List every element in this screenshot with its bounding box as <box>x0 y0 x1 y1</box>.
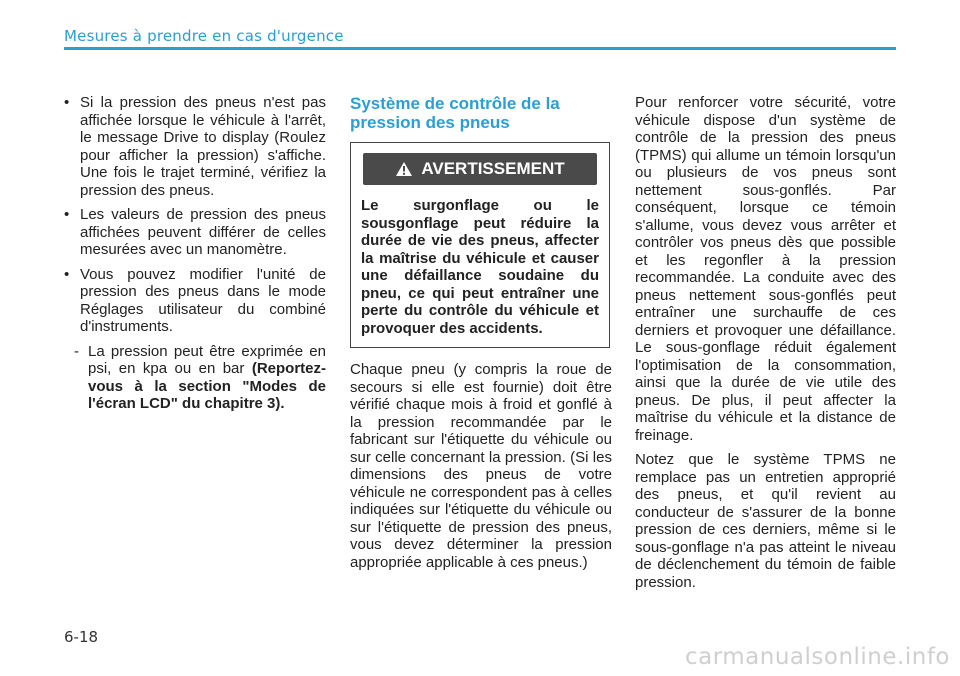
page-number: 6-18 <box>64 628 99 646</box>
warning-triangle-icon <box>395 161 413 177</box>
bullet-item <box>64 94 326 199</box>
body-paragraph: Notez que le système TPMS ne remplace pas un entretien approprié des pneus, et qu'il revient au conducteur de s'assurer de la bonne pression de ces derniers, même si le sous-gonflage n'a pas atteint le niveau de déclenchement du témoin de faible pression. <box>635 451 896 591</box>
section-title: Système de contrôle de la pression des pneus <box>350 94 560 132</box>
bullet-item <box>64 266 326 336</box>
sub-item-symbol: - <box>74 342 79 360</box>
warning-text: Le surgonflage ou le sousgonflage peut réduire la durée de vie des pneus, affecter la maîtrise du véhicule et causer une défaillance soudaine du pneu, ce qui peut entraîner une perte du contrôle du véhicule et provoquer des accidents. <box>361 197 599 337</box>
header-rule <box>64 47 896 50</box>
bullet-item <box>64 206 326 259</box>
column-3 <box>635 94 896 598</box>
column-2 <box>350 94 612 578</box>
column-1 <box>64 94 326 420</box>
warning-header <box>363 153 597 185</box>
warning-label: AVERTISSEMENT <box>421 159 565 179</box>
bullet-symbol: • <box>64 265 70 283</box>
sub-item-text: La pression peut être exprimée en psi, en kpa ou en bar <box>88 342 326 377</box>
body-paragraph: Chaque pneu (y compris la roue de secours si elle est fournie) doit être vérifié chaque mois à froid et gonflé à la pression recommandée par le fabricant sur l'étiquette du véhicule ou sur celle concernant la pression. (Si les dimensions des pneus de votre véhicule ne correspondent pas à celles indiquées sur l'étiquette du véhicule ou sur l'étiquette de pression des pneus, vous devez déterminer la pression appropriée applicable à ces pneus.) <box>350 361 612 571</box>
warning-box <box>350 142 610 348</box>
bullet-symbol: • <box>64 206 70 223</box>
bullet-text: Si la pression des pneus n'est pas affichée lorsque le véhicule à l'arrêt, le message Drive to display (Roulez pour afficher la pression) s'affiche. Une fois le trajet terminé, vérifiez la pression des pneus. <box>80 94 326 199</box>
watermark: carmanualsonline.info <box>684 644 950 670</box>
bullet-symbol: • <box>64 94 70 111</box>
sub-item-reference: (Reportez-vous à la section "Modes de l'écran LCD" du chapitre 3). <box>88 360 326 412</box>
bullet-text: Les valeurs de pression des pneus affichées peuvent différer de celles mesurées avec un manomètre. <box>80 206 326 258</box>
sub-item <box>64 343 326 413</box>
bullet-text: Vous pouvez modifier l'unité de pression des pneus dans le mode Réglages utilisateur du combiné d'instruments. <box>80 265 326 335</box>
body-paragraph: Pour renforcer votre sécurité, votre véhicule dispose d'un système de contrôle de la pression des pneus (TPMS) qui allume un témoin lorsqu'un ou plusieurs de vos pneus sont nettement sous-gonflés. Par conséquent, lorsque ce témoin s'allume, vous devez vous arrêter et contrôler vos pneus dès que possible et les regonfler à la pression recommandée. La conduite avec des pneus nettement sous-gonflés peut entraîner une surchauffe de ces derniers et provoquer une défaillance. Le sous-gonflage réduit également l'optimisation de la consommation, ainsi que la durée de vie utile des pneus. De plus, il peut affecter la maîtrise du véhicule et la distance de freinage. <box>635 94 896 444</box>
section-header-title: Mesures à prendre en cas d'urgence <box>64 27 344 45</box>
